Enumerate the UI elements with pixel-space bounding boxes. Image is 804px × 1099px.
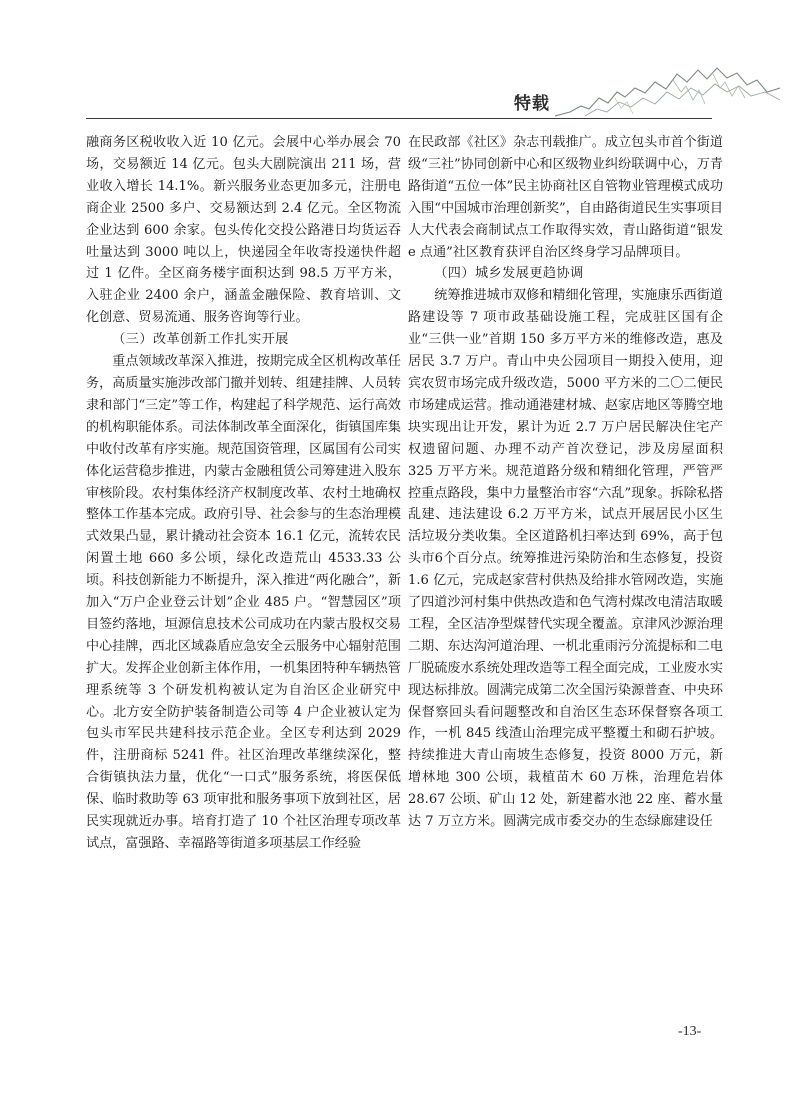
section-title: 特载 [514,94,550,114]
paragraph: 在民政部《社区》杂志刊载推广。成立包头市首个街道级“三社”协同创新中心和区级物业纠纷联调中心，万青路街道“五位一体”民主协商社区自管物业管理模式成功入围“中国城市治理创新奖”，自由路街道民生实事项目人大代表会商制试点工作取得实效，青山路街道“银发 e 点通”社区教育获评自治区终身学习品牌项目。 [408,135,723,260]
section-heading: （四）城乡发展更趋协调 [434,266,584,282]
right-column [408,132,723,833]
paragraph: 融商务区税收收入近 10 亿元。会展中心举办展会 70 场，交易额近 14 亿元。包头大剧院演出 211 场，营业收入增长 14.1%。新兴服务业态更加多元，注册电商企业 2500 多户、交易额达到 2.4 亿元。全区物流企业达到 600 余家。包头传化交投公路港日均货运吞吐量达到 3000 吨以上，快递园全年收寄投递快件超过 1 亿件。全区商务楼宇面积达到 98.5 万平方米，入驻企业 2400 余户，涵盖金融保险、教育培训、文化创意、贸易流通、服务咨询等行业。 [86,135,401,326]
left-column [86,132,401,855]
page-number: -13- [678,1024,702,1039]
page-header [0,0,804,125]
paragraph: 重点领域改革深入推进，按期完成全区机构改革任务，高质量实施涉改部门撤并划转、组建挂牌、人员转隶和部门“三定”等工作，构建起了科学规范、运行高效的机构职能体系。司法体制改革全面深化，街镇国库集中收付改革有序实施。规范国资管理，区属国有公司实体化运营稳步推进，内蒙古金融租赁公司筹建进入股东审核阶段。农村集体经济产权制度改革、农村土地确权整体工作基本完成。政府引导、社会参与的生态治理模式效果凸显，累计撬动社会资本 16.1 亿元，流转农民闲置土地 660 多公顷，绿化改造荒山 4533.33 公顷。科技创新能力不断提升，深入推进“两化融合”，新加入“万户企业登云计划”企业 485 户。“智慧园区”项目签约落地，垣源信息技术公司成功在内蒙古股权交易中心挂牌，西北区域淼盾应急安全云服务中心辐射范围扩大。发挥企业创新主体作用，一机集团特种车辆热管理系统等 3 个研发机构被认定为自治区企业研究中心。北方安全防护装备制造公司等 4 户企业被认定为包头市军民共建科技示范企业。全区专利达到 2029 件，注册商标 5241 件。社区治理改革继续深化，整合街镇执法力量，优化“一口式”服务系统，将医保低保、临时救助等 63 项审批和服务事项下放到社区，居民实现就近办事。培育打造了 10 个社区治理专项改革试点，富强路、幸福路等街道多项基层工作经验 [86,354,401,851]
header-divider [86,118,712,119]
mountain-landscape-icon [555,62,780,122]
section-heading: （三）改革创新工作扎实开展 [112,332,289,348]
paragraph: 统筹推进城市双修和精细化管理，实施康乐西街道路建设等 7 项市政基础设施工程，完成驻区国有企业“三供一业”首期 150 多万平方米的维修改造，惠及居民 3.7 万户。青山中央公园项目一期投入使用，迎宾农贸市场完成升级改造，5000 平方米的二〇二便民市场建成运营。推动通港建材城、赵家店地区等腾空地块实现出让开发，累计为近 2.7 万户居民解决住宅产权遗留问题、办理不动产首次登记，涉及房屋面积 325 万平方米。规范道路分级和精细化管理，严管严控重点路段，集中力量整治市容“六乱”现象。拆除私搭乱建、违法建设 6.2 万平方米，试点开展居民小区生活垃圾分类收集。全区道路机扫率达到 69%，高于包头市6个百分点。统筹推进污染防治和生态修复，投资 1.6 亿元，完成赵家营村供热及给排水管网改造，实施了四道沙河村集中供热改造和色气湾村煤改电清洁取暖工程，全区洁净型煤替代实现全覆盖。京津风沙源治理二期、东达沟河道治理、一机北重雨污分流提标和二电厂脱硫废水系统处理改造等工程全面完成，工业废水实现达标排放。圆满完成第二次全国污染源普查、中央环保督察回头看问题整改和自治区生态环保督察各项工作，一机 845 线渣山治理完成平整覆土和砌石护坡。持续推进大青山南坡生态修复，投资 8000 万元，新增林地 300 公顷，栽植苗木 60 万株，治理危岩体 28.67 公顷、矿山 12 处，新建蓄水池 22 座、蓄水量达 7 万立方米。圆满完成市委交办的生态绿廊建设任 [408,288,723,830]
